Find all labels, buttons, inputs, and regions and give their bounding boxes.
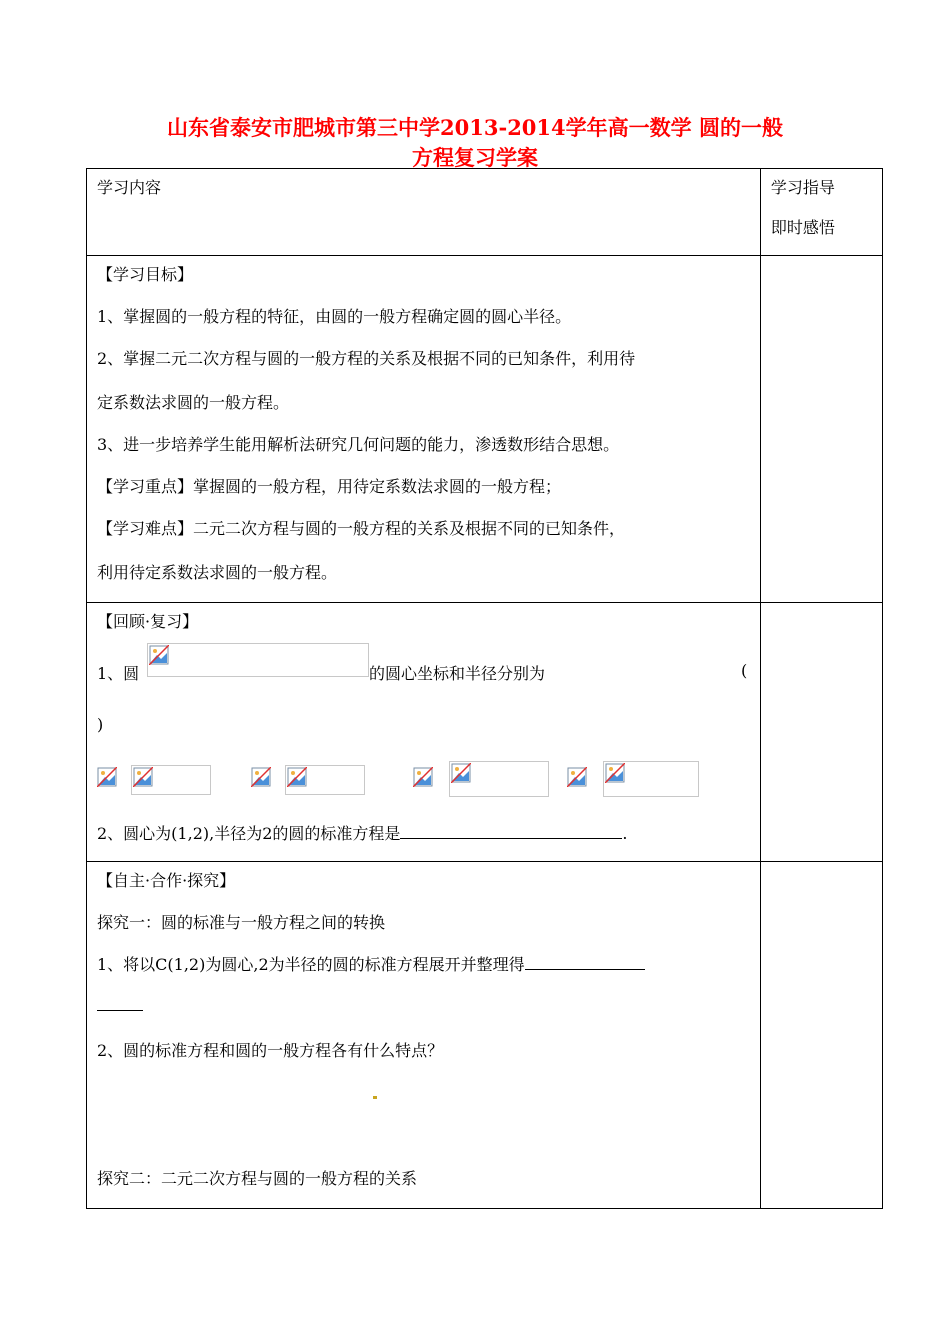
broken-image-icon <box>149 645 169 665</box>
header-right-cell <box>760 169 882 256</box>
broken-image-icon <box>97 767 117 787</box>
explore-1-question-2: 2、圆的标准方程和圆的一般方程各有什么特点？ <box>97 1041 444 1060</box>
review-q1-suffix: 的圆心坐标和半径分别为 <box>369 664 546 683</box>
broken-image-icon <box>605 763 625 783</box>
review-notes-cell <box>760 603 882 862</box>
document-title-line-1: 山东省泰安市肥城市第三中学2013-2014学年高一数学 圆的一般 <box>167 115 783 140</box>
explore-part-2: 探究二：二元二次方程与圆的一般方程的关系 <box>97 1169 418 1188</box>
review-q1-prefix: 1、圆 <box>97 664 140 683</box>
broken-image-icon <box>413 767 433 787</box>
goals-heading: 【学习目标】 <box>97 265 194 284</box>
study-plan-table <box>86 168 883 1209</box>
stray-mark <box>373 1096 377 1099</box>
difficulty-line-a: 【学习难点】二元二次方程与圆的一般方程的关系及根据不同的已知条件， <box>97 519 626 538</box>
goals-cell <box>87 256 761 603</box>
explore-heading: 【自主·合作·探究】 <box>97 871 236 890</box>
goals-notes-cell <box>760 256 882 603</box>
answer-blank <box>525 955 645 970</box>
answer-blank-continued <box>97 996 143 1015</box>
review-q1-paren-open: ( <box>741 661 748 680</box>
header-guide-label: 学习指导 <box>770 178 835 197</box>
review-heading: 【回顾·复习】 <box>97 612 199 631</box>
goal-line-1: 1、掌握圆的一般方程的特征，由圆的一般方程确定圆的圆心半径。 <box>97 307 572 326</box>
broken-image-icon <box>287 767 307 787</box>
document-title-line-2: 方程复习学案 <box>412 145 538 170</box>
answer-blank <box>400 824 622 839</box>
broken-image-icon <box>133 767 153 787</box>
review-q1-paren-close: ) <box>97 715 104 734</box>
goal-line-2b: 定系数法求圆的一般方程。 <box>97 393 290 412</box>
review-q2 <box>97 821 627 844</box>
review-q2-text: 2、圆心为(1,2),半径为2的圆的标准方程是 <box>97 824 401 843</box>
goal-line-3: 3、进一步培养学生能用解析法研究几何问题的能力，渗透数形结合思想。 <box>97 435 620 454</box>
header-reflection-label: 即时感悟 <box>770 218 835 237</box>
review-q2-end: . <box>622 824 628 843</box>
explore-1-question-1 <box>97 952 645 975</box>
key-point-line: 【学习重点】掌握圆的一般方程，用待定系数法求圆的一般方程； <box>97 477 562 496</box>
explore-notes-cell <box>760 862 882 1209</box>
broken-image-icon <box>451 763 471 783</box>
explore-cell <box>87 862 761 1209</box>
broken-image-icon <box>251 767 271 787</box>
explore-1-question-1-text: 1、将以C(1,2)为圆心,2为半径的圆的标准方程展开并整理得 <box>97 955 525 974</box>
review-cell <box>87 603 761 862</box>
explore-part-1: 探究一：圆的标准与一般方程之间的转换 <box>97 913 386 932</box>
header-content-label: 学习内容 <box>97 178 162 197</box>
difficulty-line-b: 利用待定系数法求圆的一般方程。 <box>97 563 338 582</box>
goal-line-2a: 2、掌握二元二次方程与圆的一般方程的关系及根据不同的已知条件，利用待 <box>97 349 636 368</box>
equation-image-frame <box>147 643 369 677</box>
broken-image-icon <box>567 767 587 787</box>
header-left-cell <box>87 169 761 256</box>
